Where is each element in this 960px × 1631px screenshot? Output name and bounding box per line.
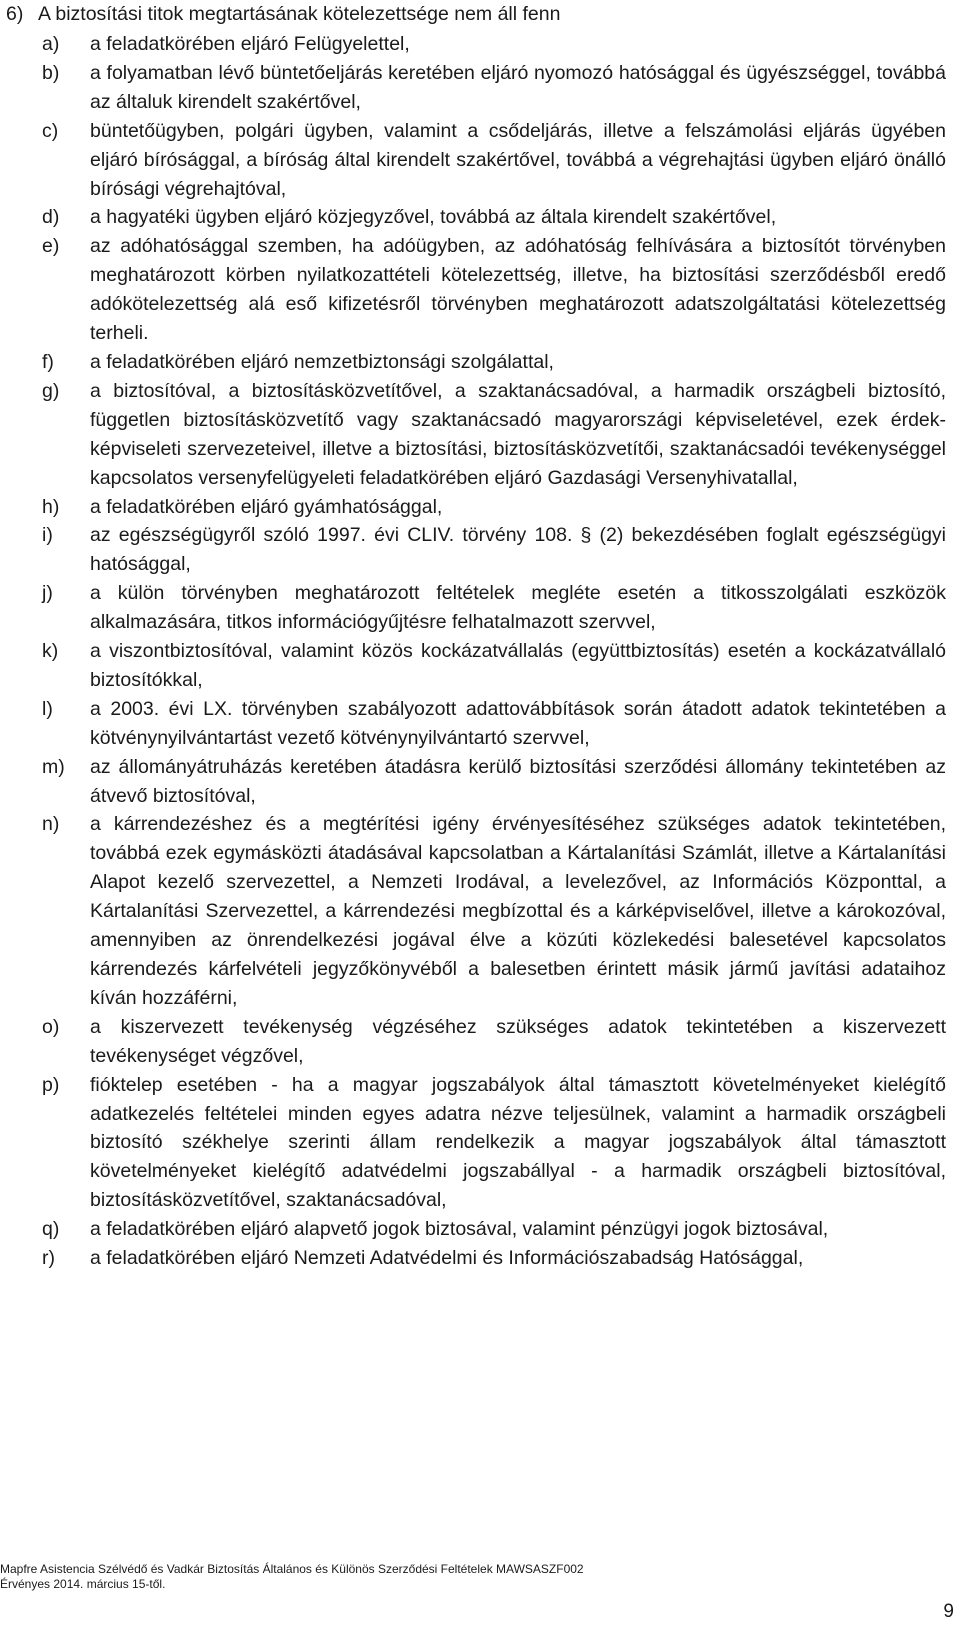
footer-validity: Érvényes 2014. március 15-től. <box>0 1577 166 1591</box>
list-item-text: fióktelep esetében - ha a magyar jogszabályok által támasztott követelményeket kielégítő adatkezelés feltételei minden egyes adatra nézve teljesülnek, valamint a harmadik országbeli biztosító székhelye szerinti állam rendelkezik a magyar jogszabályok által támasztott követelményeket kielégítő adatvédelmi jogszabállyal - a harmadik országbeli biztosítóval, biztosításközvetítővel, szaktanácsadóval, <box>90 1073 946 1212</box>
list-item-letter: h) <box>42 495 60 518</box>
list-item <box>0 1244 960 1273</box>
list-item-letter: l) <box>42 697 53 720</box>
list-item-text: a feladatkörében eljáró gyámhatósággal, <box>90 495 443 518</box>
list-item-letter: e) <box>42 235 60 258</box>
list-item <box>0 59 960 117</box>
list-item-letter: g) <box>42 379 60 402</box>
list-item-text: a folyamatban lévő büntetőeljárás keretében eljáró nyomozó hatósággal és ügyészséggel, továbbá az általuk kirendelt szakértővel, <box>90 61 946 113</box>
list-item-letter: b) <box>42 61 60 84</box>
list-item <box>0 493 960 522</box>
list-item-text: a kiszervezett tevékenység végzéséhez szükséges adatok tekintetében a kiszervezett tevékenységet végzővel, <box>90 1015 946 1067</box>
list-item <box>0 232 960 348</box>
list-item <box>0 348 960 377</box>
list-item-letter: q) <box>42 1218 60 1241</box>
list-item-text: a viszontbiztosítóval, valamint közös kockázatvállalás (együttbiztosítás) esetén a kockázatvállaló biztosítókkal, <box>90 640 946 691</box>
list-item <box>0 695 960 753</box>
list-item <box>0 117 960 204</box>
list-item <box>0 1071 960 1216</box>
section-heading-text: A biztosítási titok megtartásának kötelezettsége nem áll fenn <box>38 3 561 25</box>
list-item <box>0 377 960 493</box>
list-item-text: büntetőügyben, polgári ügyben, valamint a csődeljárás, illetve a felszámolási eljárás ügyében eljáró bírósággal, a bíróság által kirendelt szakértővel, továbbá a végrehajtási ügyben eljáró önálló bírósági végrehajtóval, <box>90 119 946 200</box>
list-item-letter: p) <box>42 1073 60 1096</box>
list-item <box>0 521 960 579</box>
list-item-letter: m) <box>42 755 65 778</box>
page-number: 9 <box>943 1601 954 1622</box>
list-item <box>0 753 960 811</box>
exception-list <box>0 30 960 1273</box>
list-item-text: a feladatkörében eljáró alapvető jogok biztosával, valamint pénzügyi jogok biztosával, <box>90 1218 829 1241</box>
list-item-letter: j) <box>42 582 53 605</box>
page-footer <box>0 1562 584 1592</box>
list-item-text: az egészségügyről szóló 1997. évi CLIV. törvény 108. § (2) bekezdésében foglalt egészségügyi hatósággal, <box>90 524 946 576</box>
list-item <box>0 1215 960 1244</box>
list-item-text: a biztosítóval, a biztosításközvetítővel, a szaktanácsadóval, a harmadik országbeli biztosító, független biztosításközvetítő vagy szaktanácsadó magyarországi képviseletével, ezek érdek-képviseleti szervezeteivel, illetve a biztosítási, biztosításközvetítői, szaktanácsadói tevékenységgel kapcsolatos versenyfelügyeleti feladatkörében eljáró Gazdasági Versenyhivatallal, <box>90 379 946 489</box>
list-item <box>0 203 960 232</box>
list-item-letter: a) <box>42 33 60 55</box>
list-item <box>0 579 960 637</box>
list-item-letter: d) <box>42 206 60 229</box>
list-item-text: az állományátruházás keretében átadásra kerülő biztosítási szerződési állomány tekintetében az átvevő biztosítóval, <box>90 755 946 807</box>
list-item-letter: r) <box>42 1247 55 1270</box>
list-item-letter: k) <box>42 640 59 663</box>
list-item-letter: c) <box>42 119 59 142</box>
list-item-text: az adóhatósággal szemben, ha adóügyben, az adóhatóság felhívására a biztosítót törvényben meghatározott körben nyilatkozattételi kötelezettség, illetve, ha biztosítási szerződésből eredő adókötelezettség alá eső kifizetésről törvényben meghatározott adatszolgáltatási kötelezettség terheli. <box>90 235 946 345</box>
section-heading <box>6 0 956 28</box>
list-item <box>0 810 960 1012</box>
list-item-text: a külön törvényben meghatározott feltételek megléte esetén a titkosszolgálati eszközök alkalmazására, titkos információgyűjtésre felhatalmazott szervvel, <box>90 582 946 634</box>
list-item-text: a feladatkörében eljáró Nemzeti Adatvédelmi és Információszabadság Hatósággal, <box>90 1247 804 1270</box>
footer-title: Mapfre Asistencia Szélvédő és Vadkár Biztosítás Általános és Különös Szerződési Feltételek MAWSASZF002 <box>0 1562 584 1576</box>
section-number: 6) <box>6 3 24 25</box>
list-item-text: a hagyatéki ügyben eljáró közjegyzővel, továbbá az általa kirendelt szakértővel, <box>90 206 777 229</box>
list-item-text: a 2003. évi LX. törvényben szabályozott adattovábbítások során átadott adatok tekintetében a kötvénynyilvántartást vezető kötvénynyilvántartó szervvel, <box>90 697 946 749</box>
list-item <box>0 637 960 695</box>
list-item <box>0 30 960 59</box>
list-item <box>0 1013 960 1071</box>
list-item-text: a feladatkörében eljáró nemzetbiztonsági szolgálattal, <box>90 350 554 373</box>
list-item-letter: n) <box>42 813 60 836</box>
list-item-letter: o) <box>42 1015 60 1038</box>
list-item-letter: i) <box>42 524 53 547</box>
list-item-text: a feladatkörében eljáró Felügyelettel, <box>90 33 410 55</box>
list-item-letter: f) <box>42 350 54 373</box>
list-item-text: a kárrendezéshez és a megtérítési igény érvényesítéséhez szükséges adatok tekintetében, továbbá ezek egymásközti átadásával kapcsolatban a Kártalanítási Számlát, illetve a Kártalanítási Alapot kezelő szervezettel, a Nemzeti Irodával, a levelezővel, az Információs Központtal, a Kártalanítási Szervezettel, a kárrendezési megbízottal és a kárképviselővel, illetve a károkozóval, amennyiben az önrendelkezési jogával élve a közúti közlekedési balesetével kapcsolatos kárrendezés kárfelvételi jegyzőkönyvéből a balesetben érintett másik jármű javítási adataihoz kíván hozzáférni, <box>90 813 946 1009</box>
